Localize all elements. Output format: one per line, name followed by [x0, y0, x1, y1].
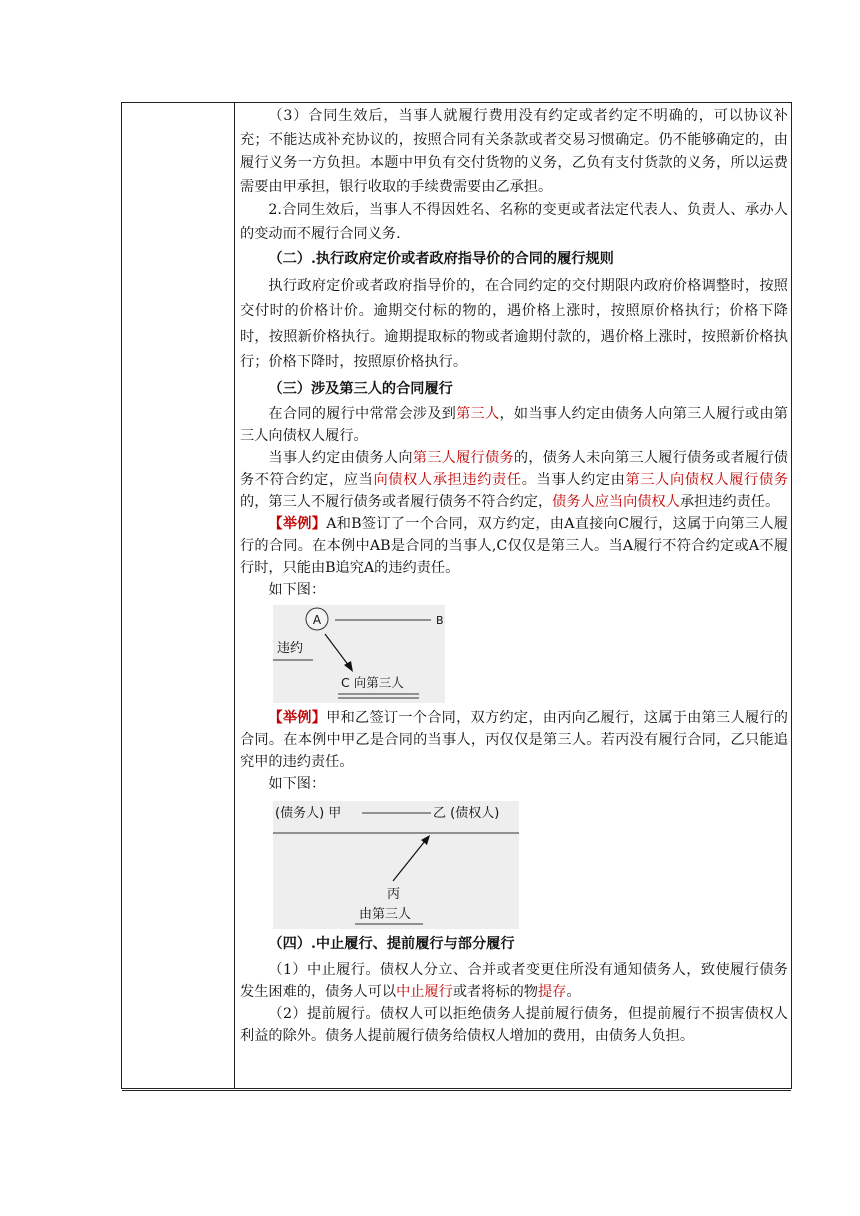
figure-2-svg	[273, 801, 519, 929]
emphasis-text: 债务人应当向债权人	[552, 494, 680, 510]
figure-1-svg	[273, 605, 445, 703]
emphasis-text: 第三人履行债务	[412, 450, 514, 466]
paragraph-third-party-rules: 当事人约定由债务人向第三人履行债务的，债务人未向第三人履行债务或者履行债务不符合约定，应当向债权人承担违约责任。当事人约定由第三人向债权人履行债务的，第三人不履行债务或者履行债务不符合约定，债务人应当向债权人承担违约责任。	[240, 450, 788, 510]
emphasis-text: 中止履行	[396, 983, 453, 1000]
paragraph-third-party-intro: 在合同的履行中常常会涉及到第三人，如当事人约定由债务人向第三人履行或由第三人向债权人履行。	[240, 406, 788, 444]
content-table	[121, 102, 792, 1089]
paragraph-example-2: 【举例】甲和乙签订一个合同，双方约定，由丙向乙履行，这属于由第三人履行的合同。在本例中甲乙是合同的当事人，丙仅仅是第三人。若丙没有履行合同，乙只能追究甲的违约责任。	[240, 710, 788, 770]
emphasis-text: 第三人向债权人履行债务	[625, 472, 788, 488]
content-cell	[240, 105, 788, 1047]
node-c-label: C 向第三人	[341, 675, 404, 690]
as-below-label-2: 如下图：	[268, 776, 326, 792]
heading-suspension: （四）.中止履行、提前履行与部分履行	[268, 936, 515, 952]
table-bottom-rule	[122, 1090, 791, 1091]
heading-third-party: （三）涉及第三人的合同履行	[268, 380, 453, 397]
performance-arrow	[325, 634, 349, 666]
performance-arrow	[393, 841, 425, 881]
paragraph-performance-costs: （3）合同生效后，当事人就履行费用没有约定或者约定不明确的，可以协议补充；不能达成补充协议的，按照合同有关条款或者交易习惯确定。仍不能够确定的，由履行义务一方负担。本题中甲负有交付货物的义务，乙负有支付货款的义务，所以运费需要由甲承担，银行收取的手续费需要由乙承担。	[240, 108, 788, 195]
arrow-head	[344, 661, 353, 672]
paragraph-government-pricing: 执行政府定价或者政府指导价的，在合同约定的交付期限内政府价格调整时，按照交付时的价格计价。逾期交付标的物的，遇价格上涨时，按照原价格执行；价格下降时，按照新价格执行。逾期提取标的物或者逾期付款的，遇价格上涨时，按照新价格执行；价格下降时，按照原价格执行。	[240, 277, 788, 370]
third-party-label: 丙	[387, 887, 401, 902]
creditor-label: 乙 (债权人)	[433, 806, 500, 821]
emphasis-text: 提存	[537, 983, 567, 1000]
as-below-label-1: 如下图：	[268, 582, 326, 598]
emphasis-text: 第三人	[456, 406, 500, 422]
figure-third-party-performance	[273, 605, 445, 703]
figure-performance-by-third-party	[273, 801, 519, 929]
node-b-label: B	[436, 614, 444, 627]
breach-label: 违约	[277, 641, 304, 656]
column-divider	[234, 103, 235, 1088]
third-party-sublabel: 由第三人	[359, 907, 412, 922]
debtor-label: (债务人) 甲	[275, 806, 342, 821]
node-a-label: A	[312, 613, 322, 627]
paragraph-example-1: 【举例】A和B签订了一个合同，双方约定，由A直接向C履行，这属于向第三人履行的合同。在本例中AB是合同的当事人,C仅仅是第三人。当A履行不符合约定或A不履行时，只能由B追究A的违约责任。	[240, 516, 788, 576]
example-label: 【举例】	[268, 516, 327, 532]
paragraph-suspension: （1）中止履行。债权人分立、合并或者变更住所没有通知债务人，致使履行债务发生困难的，债务人可以中止履行或者将标的物提存。	[240, 961, 788, 1000]
paragraph-name-change: 2.合同生效后，当事人不得因姓名、名称的变更或者法定代表人、负责人、承办人的变动而不履行合同义务.	[240, 202, 788, 242]
emphasis-text: 向债权人承担违约责任	[373, 472, 522, 488]
example-label: 【举例】	[268, 710, 327, 726]
heading-government-pricing: （二）.执行政府定价或者政府指导价的合同的履行规则	[268, 251, 614, 267]
paragraph-early-performance: （2）提前履行。债权人可以拒绝债务人提前履行债务，但提前履行不损害债权人利益的除外。债务人提前履行债务给债权人增加的费用，由债务人负担。	[240, 1005, 788, 1044]
